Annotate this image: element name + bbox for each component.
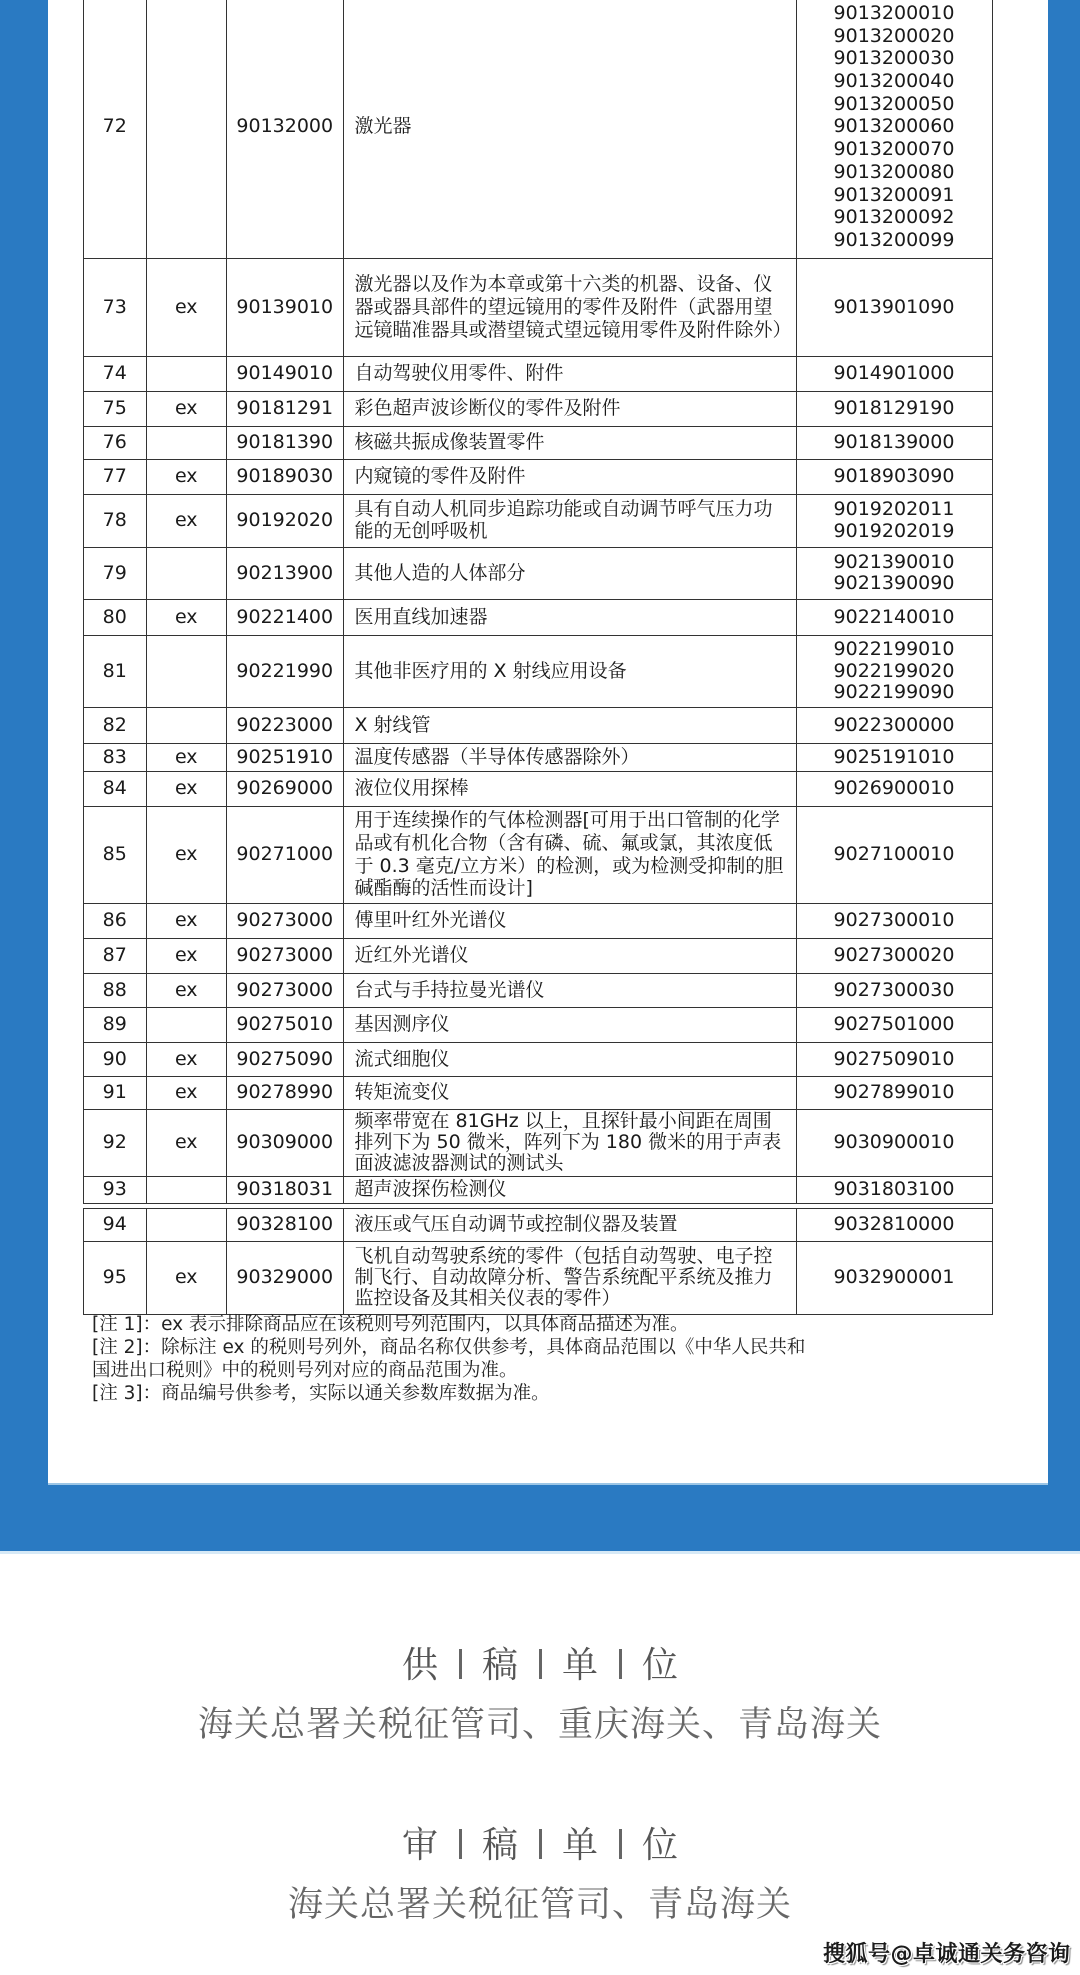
tariff-number: 90139010 [226, 258, 345, 358]
tariff-number: 90318031 [226, 1176, 345, 1205]
commodity-code: 9013200092 [833, 206, 955, 229]
row-number: 81 [83, 635, 148, 709]
tariff-number: 90328100 [226, 1208, 345, 1243]
table-row [84, 708, 993, 744]
product-name-text: 核磁共振成像装置零件 [354, 431, 545, 454]
product-name [343, 494, 798, 549]
commodity-code: 9013200091 [833, 183, 955, 206]
commodity-codes [796, 547, 993, 601]
product-name [343, 599, 798, 637]
watermark: 搜狐号@卓诚通关务咨询 [823, 1942, 1071, 1967]
commodity-code: 9022140010 [833, 605, 955, 628]
commodity-codes [796, 1176, 993, 1205]
ex-marker [146, 707, 228, 745]
commodity-codes [796, 459, 993, 496]
table-row [84, 1077, 993, 1110]
product-name [343, 806, 798, 905]
ex-marker: ex [146, 771, 228, 808]
heading-char: 稿 [482, 1825, 519, 1866]
tariff-number: 90181390 [226, 426, 345, 461]
tariff-number: 90273000 [226, 973, 345, 1009]
heading-char: 单 [562, 1825, 599, 1866]
reviewers-units: 海关总署关税征管司、青岛海关 [287, 1885, 792, 1925]
ex-marker: ex [146, 1241, 228, 1316]
commodity-codes [796, 707, 993, 745]
commodity-code: 9013200099 [833, 228, 955, 251]
commodity-code: 9013200080 [833, 160, 955, 183]
product-name [343, 1176, 798, 1205]
product-name [343, 1109, 798, 1178]
ex-marker [146, 356, 228, 393]
product-name-text: 激光器 [354, 115, 412, 138]
ex-marker: ex [146, 459, 228, 496]
product-name [343, 635, 798, 709]
ex-marker [146, 426, 228, 461]
commodity-code: 9013200010 [833, 1, 955, 24]
ex-marker: ex [146, 903, 228, 940]
commodity-codes [796, 356, 993, 393]
table-row [84, 495, 993, 548]
commodity-code: 9018903090 [833, 465, 955, 488]
heading-char: 审 [402, 1825, 439, 1866]
product-name [343, 391, 798, 428]
commodity-code: 9022199090 [833, 680, 955, 703]
table-row [84, 0, 993, 259]
row-number: 87 [83, 938, 148, 975]
product-name-text: 其他人造的人体部分 [354, 561, 526, 584]
commodity-codes [796, 1109, 993, 1178]
tariff-number: 90221400 [226, 599, 345, 637]
table-notes [92, 1313, 972, 1405]
commodity-codes [796, 938, 993, 975]
commodity-codes [796, 391, 993, 428]
commodity-code: 9018139000 [833, 431, 955, 454]
tariff-number: 90149010 [226, 356, 345, 393]
ex-marker: ex [146, 938, 228, 975]
commodity-code: 9027899010 [833, 1081, 955, 1104]
row-number: 89 [83, 1007, 148, 1044]
product-name [343, 938, 798, 975]
table-row [84, 636, 993, 708]
product-name-text: 飞机自动驾驶系统的零件（包括自动驾驶、电子控制飞行、自动故障分析、警告系统配平系统及推力监控设备及其相关仪表的零件） [354, 1244, 773, 1310]
commodity-code: 9013200040 [833, 69, 955, 92]
tariff-number: 90221990 [226, 635, 345, 709]
ex-marker: ex [146, 258, 228, 358]
product-name [343, 903, 798, 940]
product-name-text: 用于连续操作的气体检测器[可用于出口管制的化学品或有机化合物（含有磷、硫、氟或氯，其浓度低于 0.3 毫克/立方米）的检测，或为检测受抑制的胆碱酯酶的活性而设计] [354, 809, 784, 900]
separator-bar [539, 1649, 542, 1679]
table-row [84, 460, 993, 495]
table-row [84, 807, 993, 904]
note-2-continued: 国进出口税则》中的税则号列对应的商品范围为准。 [92, 1360, 518, 1381]
commodity-code: 9027300010 [833, 909, 955, 932]
product-name-text: 液位仪用探棒 [354, 777, 469, 800]
commodity-codes [796, 426, 993, 461]
separator-bar [619, 1649, 622, 1679]
ex-marker [146, 1176, 228, 1205]
product-name [343, 771, 798, 808]
commodity-codes [796, 973, 993, 1009]
ex-marker [146, 547, 228, 601]
heading-char: 供 [402, 1645, 439, 1686]
contributors-heading [0, 1637, 1080, 1688]
row-number: 77 [83, 459, 148, 496]
commodity-code: 9021390090 [833, 572, 955, 595]
table-row [84, 974, 993, 1008]
table-row [84, 600, 993, 636]
row-number: 93 [83, 1176, 148, 1205]
commodity-codes [796, 494, 993, 549]
commodity-code: 9032810000 [833, 1213, 955, 1236]
commodity-code: 9026900010 [833, 777, 955, 800]
product-name [343, 258, 798, 358]
row-number: 79 [83, 547, 148, 601]
row-number: 95 [83, 1241, 148, 1316]
product-name-text: 液压或气压自动调节或控制仪器及装置 [354, 1213, 678, 1236]
product-name-text: 自动驾驶仪用零件、附件 [354, 362, 564, 385]
row-number: 82 [83, 707, 148, 745]
table-row [84, 1110, 993, 1177]
commodity-code: 9018129190 [833, 397, 955, 420]
table-row [84, 1242, 993, 1315]
row-number: 84 [83, 771, 148, 808]
product-name-text: 傅里叶红外光谱仪 [354, 909, 507, 932]
commodity-codes [796, 1208, 993, 1243]
commodity-code: 9027501000 [833, 1013, 955, 1036]
ex-marker [146, 635, 228, 709]
row-number: 80 [83, 599, 148, 637]
tariff-number: 90192020 [226, 494, 345, 549]
product-name [343, 356, 798, 393]
row-number: 74 [83, 356, 148, 393]
row-number: 92 [83, 1109, 148, 1178]
commodity-code: 9025191010 [833, 745, 955, 768]
tariff-number: 90273000 [226, 903, 345, 940]
commodity-code: 9022199020 [833, 659, 955, 682]
heading-char: 位 [642, 1825, 679, 1866]
table-row [84, 357, 993, 392]
separator-bar [539, 1829, 542, 1859]
tariff-number: 90329000 [226, 1241, 345, 1316]
ex-marker: ex [146, 806, 228, 905]
commodity-codes [796, 903, 993, 940]
tariff-number: 90223000 [226, 707, 345, 745]
commodity-code: 9030900010 [833, 1131, 955, 1154]
separator-bar [619, 1829, 622, 1859]
tariff-number: 90251910 [226, 743, 345, 773]
ex-marker: ex [146, 1076, 228, 1111]
row-number: 86 [83, 903, 148, 940]
product-name-text: 基因测序仪 [354, 1013, 450, 1036]
note-1: [注 1]：ex 表示排除商品应在该税则号列范围内，以具体商品描述为准。 [92, 1314, 689, 1335]
tariff-number: 90132000 [226, 0, 345, 259]
commodity-codes [796, 1241, 993, 1316]
commodity-codes [796, 635, 993, 709]
product-name-text: 温度传感器（半导体传感器除外） [354, 745, 640, 768]
row-number: 85 [83, 806, 148, 905]
commodity-codes [796, 743, 993, 773]
row-number: 73 [83, 258, 148, 358]
row-number: 90 [83, 1042, 148, 1078]
ex-marker: ex [146, 1042, 228, 1078]
commodity-code: 9013200070 [833, 138, 955, 161]
table-row [84, 548, 993, 600]
row-number: 91 [83, 1076, 148, 1111]
row-number: 75 [83, 391, 148, 428]
row-number: 83 [83, 743, 148, 773]
product-name-text: 其他非医疗用的 X 射线应用设备 [354, 659, 627, 682]
ex-marker: ex [146, 1109, 228, 1178]
note-2: [注 2]：除标注 ex 的税则号列外，商品名称仅供参考，具体商品范围以《中华人民共和 [92, 1337, 806, 1358]
commodity-code: 9013200060 [833, 115, 955, 138]
commodity-codes [796, 1076, 993, 1111]
heading-char: 稿 [482, 1645, 519, 1686]
product-name [343, 1076, 798, 1111]
ex-marker [146, 0, 228, 259]
table-row [84, 744, 993, 772]
commodity-codes [796, 771, 993, 808]
product-name-text: 超声波探伤检测仪 [354, 1178, 507, 1201]
product-name-text: 近红外光谱仪 [354, 944, 469, 967]
product-name-text: 流式细胞仪 [354, 1047, 450, 1070]
tariff-number: 90181291 [226, 391, 345, 428]
table-row [84, 1043, 993, 1077]
tariff-number: 90275090 [226, 1042, 345, 1078]
table-row [84, 259, 993, 357]
commodity-code: 9022199010 [833, 638, 955, 661]
commodity-code: 9019202011 [833, 498, 955, 521]
table-row [84, 1008, 993, 1043]
commodity-code: 9013200030 [833, 47, 955, 70]
product-name-text: 激光器以及作为本章或第十六类的机器、设备、仪器或器具部件的望远镜用的零件及附件（武器用望远镜瞄准器具或潜望镜式望远镜用零件及附件除外） [354, 273, 792, 341]
note-3: [注 3]：商品编号供参考，实际以通关参数库数据为准。 [92, 1383, 550, 1404]
commodity-code: 9019202019 [833, 519, 955, 542]
separator-bar [459, 1829, 462, 1859]
table-row [84, 904, 993, 939]
separator-bar [459, 1649, 462, 1679]
commodity-code: 9032900001 [833, 1266, 955, 1289]
tariff-number: 90269000 [226, 771, 345, 808]
row-number: 76 [83, 426, 148, 461]
table-row [84, 427, 993, 460]
commodity-codes [796, 0, 993, 259]
heading-char: 位 [642, 1645, 679, 1686]
commodity-code: 9021390010 [833, 550, 955, 573]
ex-marker: ex [146, 973, 228, 1009]
tariff-number: 90273000 [226, 938, 345, 975]
product-name-text: 具有自动人机同步追踪功能或自动调节呼气压力功能的无创呼吸机 [354, 498, 773, 542]
commodity-codes [796, 599, 993, 637]
commodity-code: 9031803100 [833, 1178, 955, 1201]
product-name [343, 0, 798, 259]
ex-marker: ex [146, 494, 228, 549]
heading-char: 单 [562, 1645, 599, 1686]
table-row [84, 939, 993, 974]
tariff-number: 90271000 [226, 806, 345, 905]
product-name [343, 743, 798, 773]
ex-marker: ex [146, 743, 228, 773]
product-name [343, 1007, 798, 1044]
commodity-codes [796, 258, 993, 358]
product-name-text: 医用直线加速器 [354, 605, 488, 628]
commodity-codes [796, 806, 993, 905]
table-row [84, 1177, 993, 1204]
product-name-text: 转矩流变仪 [354, 1081, 450, 1104]
product-name [343, 426, 798, 461]
commodity-code: 9013901090 [833, 295, 955, 318]
tariff-number: 90213900 [226, 547, 345, 601]
product-name [343, 1241, 798, 1316]
ex-marker: ex [146, 391, 228, 428]
ex-marker [146, 1208, 228, 1243]
contributors-units: 海关总署关税征管司、重庆海关、青岛海关 [197, 1705, 882, 1745]
commodity-code: 9027100010 [833, 843, 955, 866]
row-number: 72 [83, 0, 148, 259]
commodity-codes [796, 1007, 993, 1044]
commodity-code: 9027300030 [833, 978, 955, 1001]
tariff-number: 90278990 [226, 1076, 345, 1111]
tariff-number: 90275010 [226, 1007, 345, 1044]
table-row [84, 1209, 993, 1242]
commodity-code: 9014901000 [833, 362, 955, 385]
commodity-code: 9027300020 [833, 944, 955, 967]
product-name [343, 1042, 798, 1078]
product-name-text: 台式与手持拉曼光谱仪 [354, 978, 545, 1001]
row-number: 94 [83, 1208, 148, 1243]
ex-marker [146, 1007, 228, 1044]
product-name-text: 彩色超声波诊断仪的零件及附件 [354, 397, 621, 420]
tariff-number: 90309000 [226, 1109, 345, 1178]
tariff-number: 90189030 [226, 459, 345, 496]
table-row [84, 392, 993, 427]
product-name [343, 547, 798, 601]
commodity-codes [796, 1042, 993, 1078]
commodity-code: 9022300000 [833, 713, 955, 736]
product-name-text: 内窥镜的零件及附件 [354, 465, 526, 488]
commodity-code: 9013200050 [833, 92, 955, 115]
product-name-text: 频率带宽在 81GHz 以上，且探针最小间距在周围排列下为 50 微米，阵列下为 180 微米的用于声表面波滤波器测试的测试头 [354, 1109, 782, 1175]
product-name [343, 973, 798, 1009]
commodity-code: 9027509010 [833, 1047, 955, 1070]
ex-marker: ex [146, 599, 228, 637]
commodity-code: 9013200020 [833, 24, 955, 47]
row-number: 88 [83, 973, 148, 1009]
product-name [343, 459, 798, 496]
row-number: 78 [83, 494, 148, 549]
product-name [343, 1208, 798, 1243]
product-name-text: X 射线管 [354, 713, 431, 736]
table-row [84, 772, 993, 807]
product-name [343, 707, 798, 745]
reviewers-heading [0, 1817, 1080, 1868]
